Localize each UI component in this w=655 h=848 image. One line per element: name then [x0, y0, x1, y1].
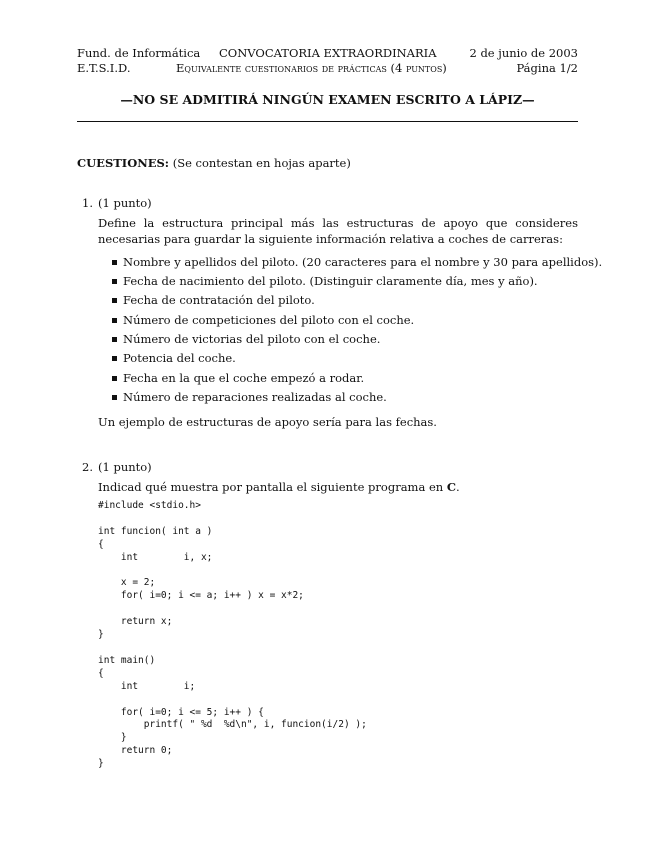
q2-intro: Indicad qué muestra por pantalla el siguiente programa en C.	[98, 480, 460, 494]
bullet-square-icon	[112, 318, 117, 323]
bullet-square-icon	[112, 279, 117, 284]
bullet-square-icon	[112, 356, 117, 361]
q1-list-item: Potencia del coche.	[112, 351, 236, 365]
q2-number: 2.	[82, 460, 93, 474]
q1-list-item: Fecha de contratación del piloto.	[112, 293, 315, 307]
q1-list-item: Nombre y apellidos del piloto. (20 caracteres para el nombre y 30 para apellidos).	[112, 255, 602, 269]
bullet-square-icon	[112, 260, 117, 265]
cuestiones-note: (Se contestan en hojas aparte)	[172, 156, 351, 170]
header-department: Fund. de Informática	[77, 46, 201, 60]
bullet-square-icon	[112, 376, 117, 381]
q1-list-item: Número de reparaciones realizadas al coche.	[112, 390, 387, 404]
bullet-square-icon	[112, 395, 117, 400]
q1-list-item: Número de victorias del piloto con el coche.	[112, 332, 380, 346]
cuestiones-heading	[77, 156, 351, 170]
header-page-number: Página 1/2	[516, 61, 578, 75]
q2-code-listing: #include <stdio.h> int funcion( int a ) { int i, x; x = 2; for( i=0; i <= a; i++ ) x = x*2; return x; } int main() { int i; for( i=0; i <= 5; i++ ) { printf( " %d %d\n", i, funcion(i/2) ); } return 0; }	[98, 500, 367, 770]
header-exam-subtitle: Equivalente cuestionarios de prácticas (4 puntos)	[176, 61, 447, 75]
bullet-square-icon	[112, 298, 117, 303]
cuestiones-label: CUESTIONES:	[77, 156, 170, 170]
pencil-warning-banner: —NO SE ADMITIRÁ NINGÚN EXAMEN ESCRITO A LÁPIZ—	[120, 92, 535, 107]
q1-footer: Un ejemplo de estructuras de apoyo sería para las fechas.	[98, 415, 437, 429]
header-divider	[77, 121, 578, 122]
q2-points: (1 punto)	[98, 460, 152, 474]
bullet-square-icon	[112, 337, 117, 342]
q1-intro: Define la estructura principal más las estructuras de apoyo que consideres necesarias para guardar la siguiente información relativa a coches de carreras:	[98, 216, 578, 246]
header-date: 2 de junio de 2003	[469, 46, 578, 60]
header-school: E.T.S.I.D.	[77, 61, 131, 75]
q2-language: C	[446, 480, 456, 494]
q1-list-item: Fecha de nacimiento del piloto. (Distinguir claramente día, mes y año).	[112, 274, 538, 288]
q1-list-item: Fecha en la que el coche empezó a rodar.	[112, 371, 364, 385]
q1-points: (1 punto)	[98, 196, 152, 210]
header-exam-title: CONVOCATORIA EXTRAORDINARIA	[219, 46, 437, 60]
q1-list-item: Número de competiciones del piloto con el coche.	[112, 313, 414, 327]
q1-number: 1.	[82, 196, 93, 210]
